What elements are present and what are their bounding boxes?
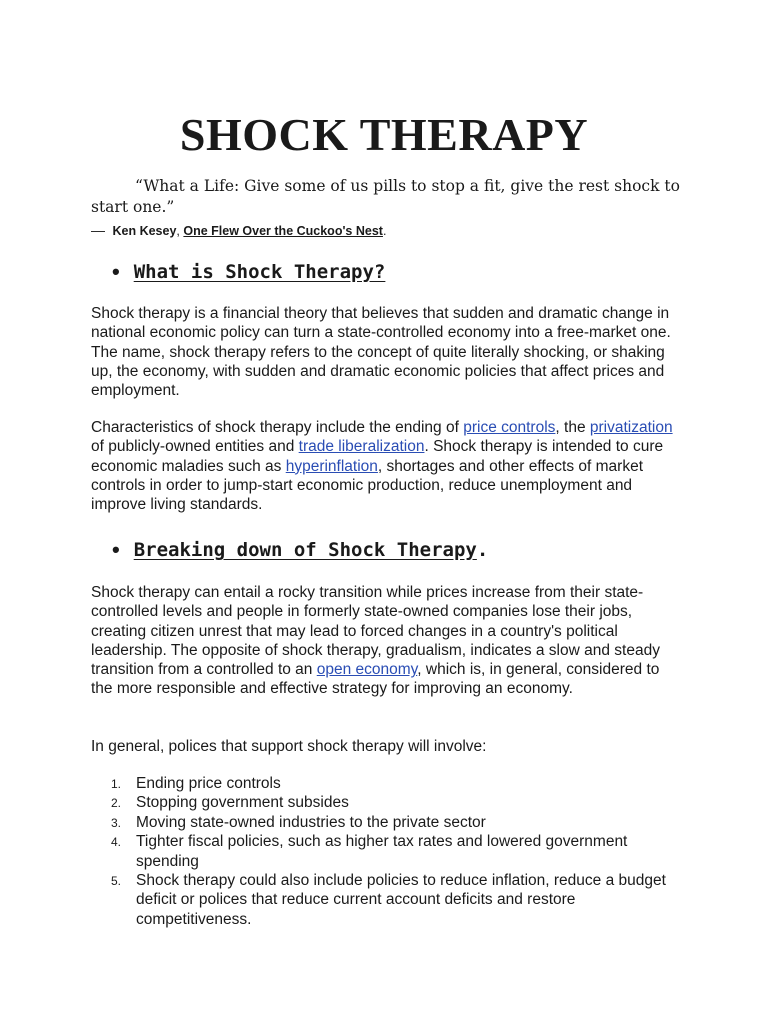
text-span: . Shock therapy is intended to cure economic maladies such as (91, 438, 664, 475)
list-item-text: Shock therapy could also include policies to reduce inflation, reduce a budget deficit or polices that reduce current account deficits and restore competitiveness. (136, 872, 666, 928)
list-item (91, 813, 681, 832)
text-span: Shock therapy can entail a rocky transition while prices increase from their state-controlled levels and people in formerly state-owned companies lose their jobs, creating citizen unrest that may lead to forced changes in a country's political leadership. The opposite of shock therapy, gradualism, indicates a slow and steady transition from a controlled to an (91, 584, 660, 679)
list-number: 5. (111, 874, 122, 889)
heading-period: . (476, 539, 489, 561)
link-price-controls[interactable]: price controls (463, 419, 556, 436)
quote-attribution (91, 222, 386, 238)
text-span: , which is, in general, considered to the more responsible and effective strategy for improving an economy. (91, 661, 660, 698)
list-item-text: Ending price controls (136, 775, 281, 792)
list-number: 2. (111, 796, 122, 811)
text-span: Characteristics of shock therapy include the ending of (91, 419, 464, 436)
link-open-economy[interactable]: open economy (316, 661, 418, 679)
epigraph-quote: “What a Life: Give some of us pills to stop a fit, give the rest shock to start one.” (91, 177, 680, 216)
section-heading-text: Breaking down of Shock Therapy (133, 539, 477, 561)
text-span: , the (555, 419, 590, 436)
list-number: 4. (111, 835, 122, 850)
quote-author: Ken Kesey (112, 224, 177, 238)
link-trade-liberalization[interactable]: trade liberalization (298, 438, 425, 456)
list-item-text: Stopping government subsides (136, 794, 349, 812)
list-item (91, 774, 681, 793)
list-item-text: Tighter fiscal policies, such as higher tax rates and lowered government spending (136, 833, 628, 870)
list-number: 3. (111, 815, 122, 830)
section-heading-text: What is Shock Therapy? (133, 261, 386, 283)
list-number: 1. (111, 777, 122, 791)
policy-list (91, 774, 681, 929)
text-span: , shortages and other effects of market controls in order to jump-start economic production, reduce unemployment and improve living standards. (91, 457, 644, 514)
page-title: SHOCK THERAPY (179, 109, 589, 160)
attribution-comma: , (176, 224, 180, 238)
text-span: of publicly-owned entities and (91, 438, 299, 456)
list-item (91, 793, 681, 812)
link-hyperinflation[interactable]: hyperinflation (285, 457, 378, 475)
bullet-icon: • (112, 537, 120, 562)
attribution-period: . (382, 224, 387, 238)
paragraph-policies-intro: In general, polices that support shock therapy will involve: (91, 738, 487, 755)
paragraph-definition: Shock therapy is a financial theory that believes that sudden and dramatic change in national economic policy can turn a state-controlled economy into a free-market one. The name, shock therapy refers to the concept of quite literally shocking, or shaking up, the economy, with sudden and dramatic economic policies that affect prices and employment. (91, 305, 671, 400)
paragraph-transition (91, 583, 681, 699)
paragraph-characteristics (91, 418, 681, 514)
attribution-dash: — (91, 222, 105, 238)
link-privatization[interactable]: privatization (589, 419, 673, 436)
quote-source-link[interactable]: One Flew Over the Cuckoo's Nest (183, 224, 383, 238)
section-heading-what-is (112, 259, 385, 285)
list-item (91, 832, 681, 871)
bullet-icon: • (112, 259, 120, 284)
list-item-text: Moving state-owned industries to the private sector (136, 813, 486, 831)
section-heading-breaking-down (112, 537, 488, 563)
list-item (91, 871, 681, 929)
